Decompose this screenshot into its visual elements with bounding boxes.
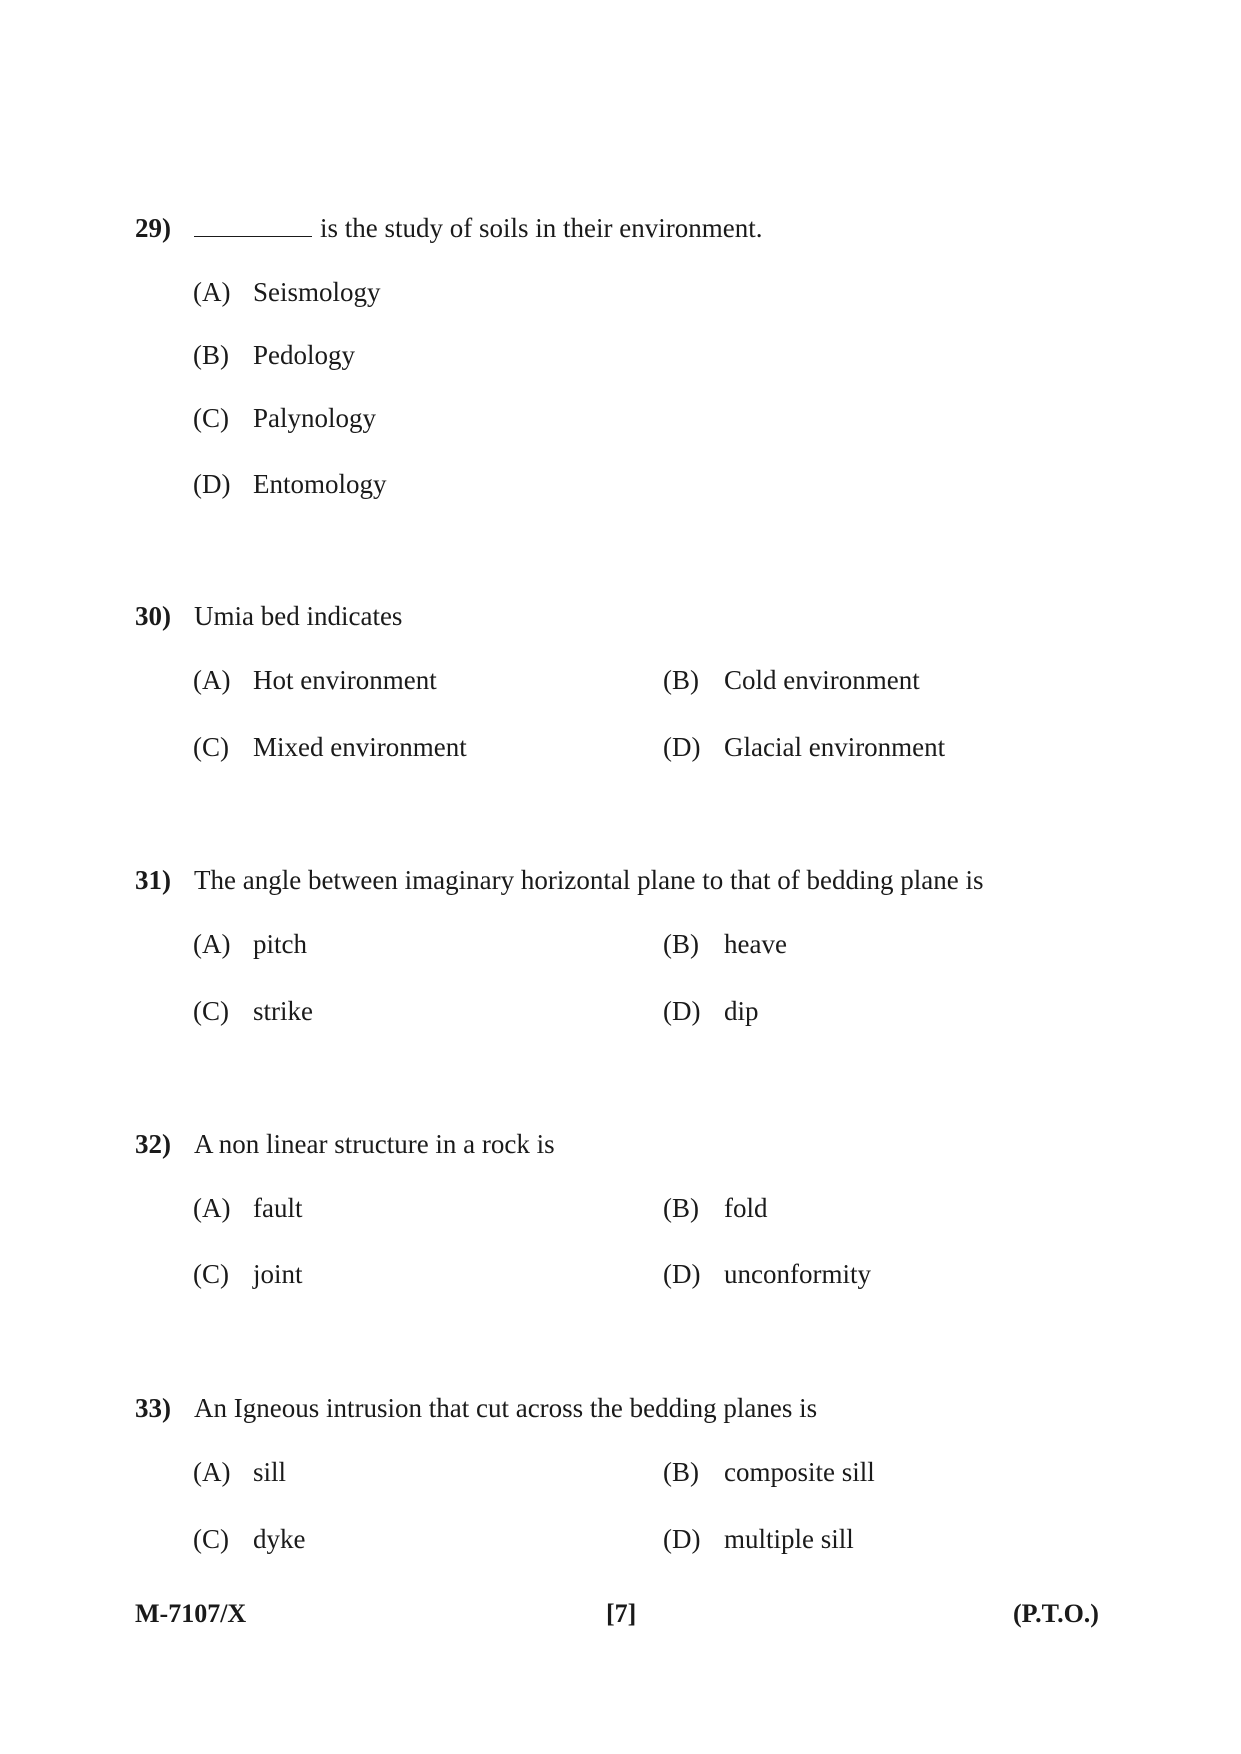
question-text: A non linear structure in a rock is bbox=[194, 1129, 555, 1159]
option-text: Cold environment bbox=[724, 665, 920, 695]
fill-in-blank bbox=[194, 216, 312, 237]
option-text: sill bbox=[253, 1457, 287, 1487]
option-text: fold bbox=[724, 1193, 768, 1223]
paper-code: M-7107/X bbox=[135, 1599, 247, 1628]
option-text: multiple sill bbox=[724, 1524, 854, 1554]
option-letter: (B) bbox=[663, 1457, 699, 1487]
question-number: 29) bbox=[135, 213, 171, 243]
option-letter: (C) bbox=[193, 1259, 229, 1289]
question-text-body: is the study of soils in their environment. bbox=[320, 213, 763, 243]
option-letter: (D) bbox=[193, 469, 231, 499]
question-number: 30) bbox=[135, 601, 171, 631]
option-text: Palynology bbox=[253, 403, 377, 433]
option-letter: (A) bbox=[193, 665, 231, 695]
option-letter: (A) bbox=[193, 929, 231, 959]
question-text bbox=[194, 213, 762, 244]
option-text: Entomology bbox=[253, 469, 387, 499]
option-text: joint bbox=[253, 1259, 303, 1289]
option-text: dip bbox=[724, 996, 759, 1026]
option-text: heave bbox=[724, 929, 787, 959]
option-text: Glacial environment bbox=[724, 732, 946, 762]
option-text: fault bbox=[253, 1193, 303, 1223]
option-text: Mixed environment bbox=[253, 732, 467, 762]
option-letter: (C) bbox=[193, 403, 229, 433]
option-text: unconformity bbox=[724, 1259, 871, 1289]
please-turn-over: (P.T.O.) bbox=[1013, 1599, 1099, 1628]
option-letter: (B) bbox=[663, 1193, 699, 1223]
question-number: 31) bbox=[135, 865, 171, 895]
option-letter: (C) bbox=[193, 1524, 229, 1554]
question-number: 32) bbox=[135, 1129, 171, 1159]
option-letter: (B) bbox=[663, 665, 699, 695]
option-letter: (B) bbox=[193, 340, 229, 370]
option-letter: (D) bbox=[663, 1524, 701, 1554]
option-text: Seismology bbox=[253, 277, 381, 307]
question-text: Umia bed indicates bbox=[194, 601, 403, 631]
question-text: The angle between imaginary horizontal plane to that of bedding plane is bbox=[194, 865, 984, 895]
option-letter: (A) bbox=[193, 1193, 231, 1223]
option-text: pitch bbox=[253, 929, 307, 959]
option-letter: (D) bbox=[663, 732, 701, 762]
option-letter: (B) bbox=[663, 929, 699, 959]
question-number: 33) bbox=[135, 1393, 171, 1423]
option-text: strike bbox=[253, 996, 313, 1026]
option-letter: (D) bbox=[663, 1259, 701, 1289]
option-text: Hot environment bbox=[253, 665, 437, 695]
option-letter: (A) bbox=[193, 277, 231, 307]
option-text: Pedology bbox=[253, 340, 356, 370]
option-letter: (C) bbox=[193, 996, 229, 1026]
page-number: [7] bbox=[606, 1599, 637, 1628]
option-letter: (C) bbox=[193, 732, 229, 762]
option-letter: (A) bbox=[193, 1457, 231, 1487]
option-letter: (D) bbox=[663, 996, 701, 1026]
question-text: An Igneous intrusion that cut across the bedding planes is bbox=[194, 1393, 818, 1423]
option-text: composite sill bbox=[724, 1457, 875, 1487]
option-text: dyke bbox=[253, 1524, 306, 1554]
